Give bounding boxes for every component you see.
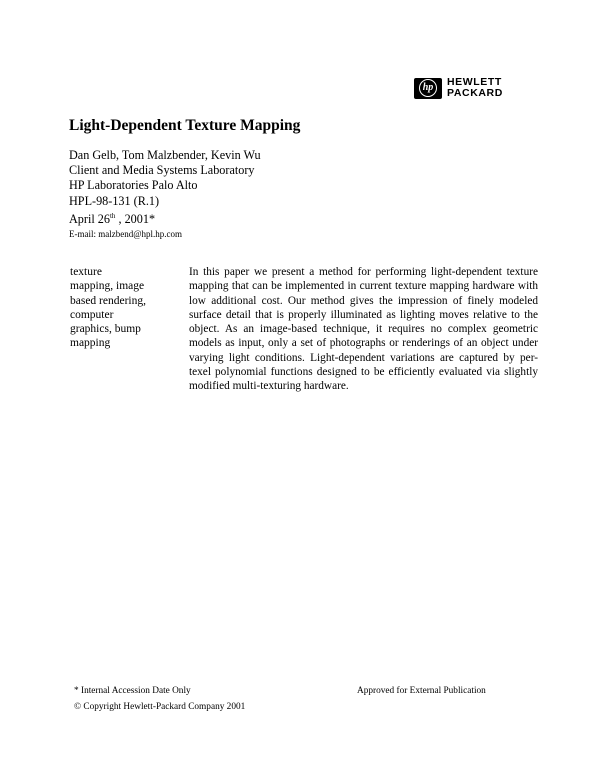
keyword-line: based rendering, (70, 294, 146, 307)
report-number: HPL-98-131 (R.1) (69, 193, 160, 208)
hp-logo-icon (414, 78, 442, 99)
approval-note: Approved for External Publication (357, 686, 486, 696)
footer-notes (74, 683, 245, 715)
hp-logo-mark-text: hp (419, 79, 437, 97)
date-prefix: April 26 (69, 211, 110, 226)
logo-line-2: PACKARD (447, 87, 503, 99)
hp-logo (414, 77, 503, 99)
date-suffix: , 2001* (115, 211, 156, 226)
authors: Dan Gelb, Tom Malzbender, Kevin Wu (69, 148, 261, 162)
date-superscript: th (109, 211, 116, 220)
email-address: E-mail: malzbend@hpl.hp.com (69, 229, 183, 239)
internal-accession-note: * Internal Accession Date Only (74, 686, 191, 696)
report-date (69, 209, 261, 227)
keywords-column (70, 265, 195, 351)
paper-title: Light-Dependent Texture Mapping (69, 117, 301, 134)
keyword-line: texture (70, 266, 102, 278)
hp-logo-wordmark (447, 77, 503, 99)
copyright-note: © Copyright Hewlett-Packard Company 2001 (74, 702, 246, 712)
keyword-line: mapping (70, 337, 111, 350)
abstract: In this paper we present a method for performing light-dependent texture mapping that can be implemented in current texture mapping hardware with low additional cost. Our method gives the impression of finely modeled surface detail that is properly illuminated as lighting moves relative to the object. As an image-based technique, it requires no complex geometric models as input, only a set of photographs or renderings of an object under varying light conditions. Light-dependent variations are captured by per-texel polynomial functions designed to be efficiently evaluated via slightly modified multi-texturing hardware. (189, 266, 538, 393)
logo-line-1: HEWLETT (447, 76, 502, 88)
keyword-line: graphics, bump (70, 323, 141, 336)
keyword-line: mapping, image (70, 280, 145, 293)
author-block (69, 148, 261, 227)
keyword-line: computer (70, 308, 114, 321)
lab-location: HP Laboratories Palo Alto (69, 178, 198, 193)
lab-name: Client and Media Systems Laboratory (69, 163, 255, 178)
